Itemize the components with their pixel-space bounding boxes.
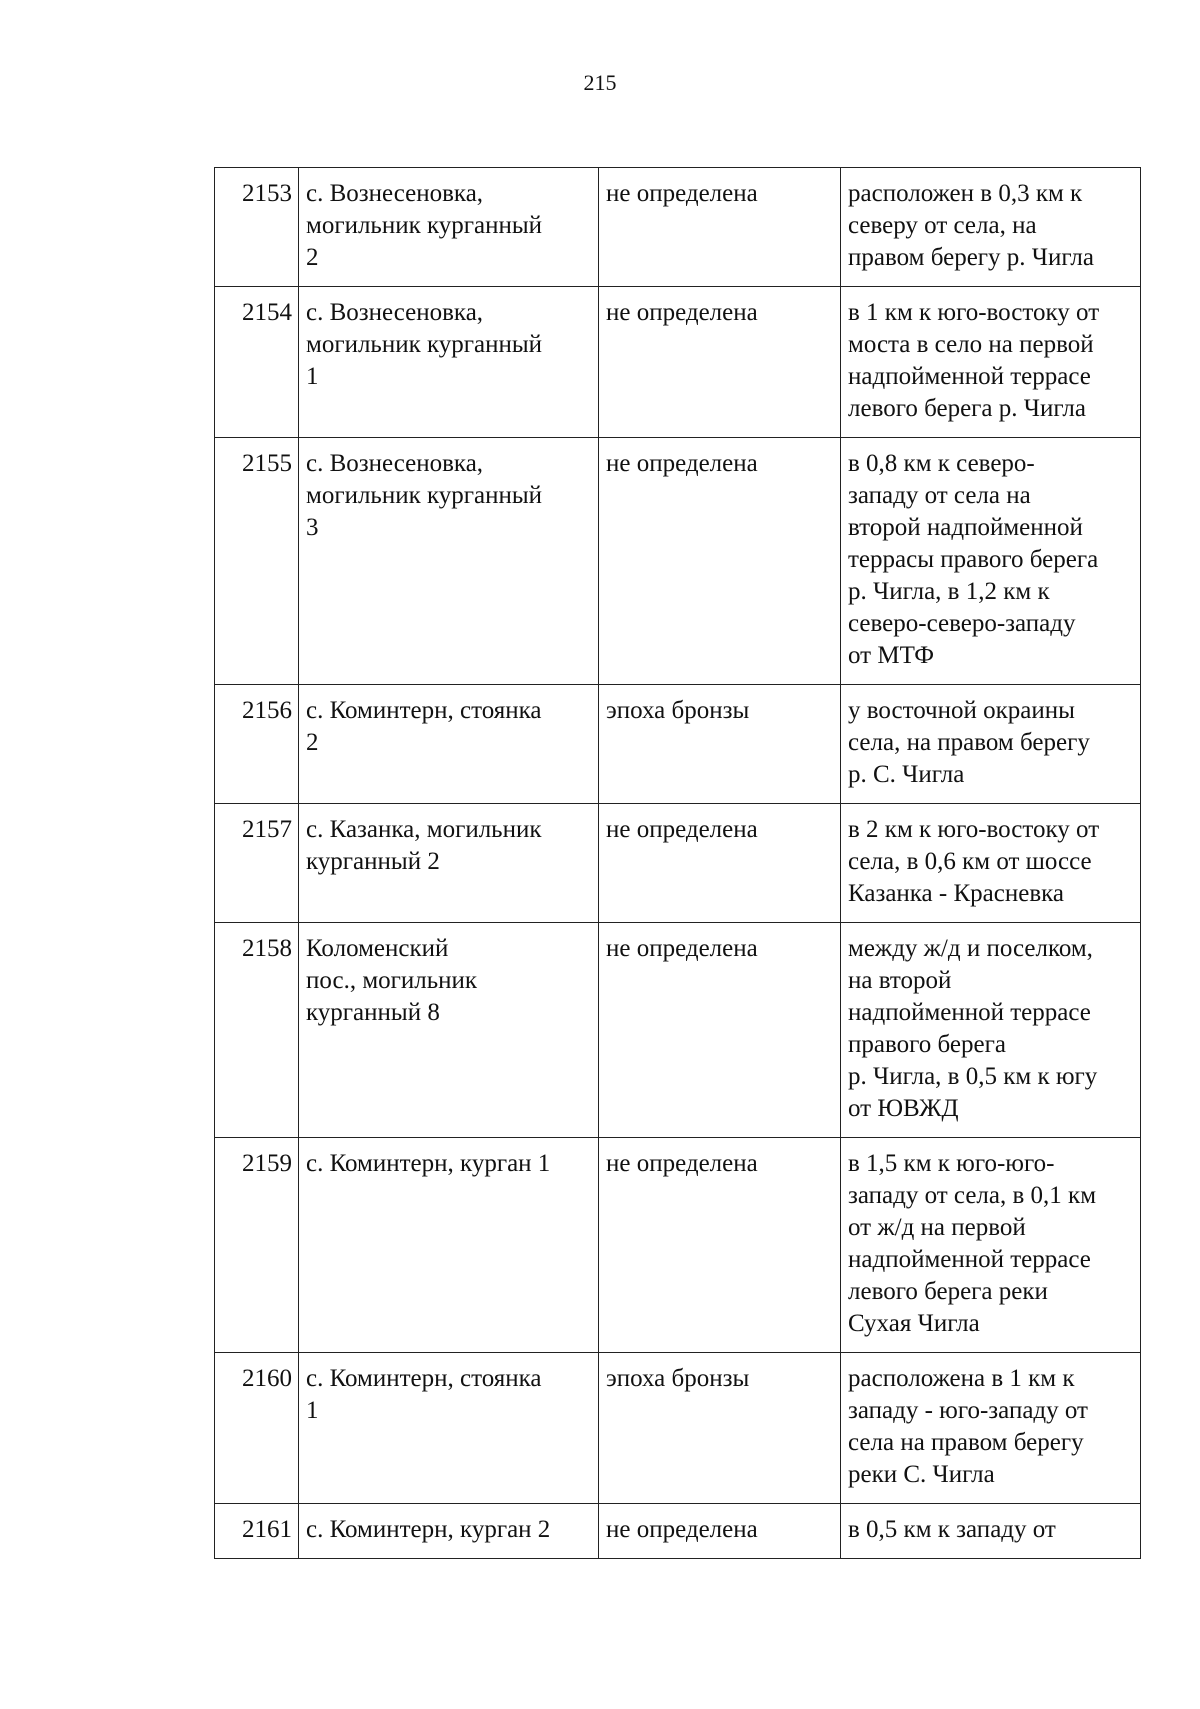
site-location: расположена в 1 км к западу - юго-западу от села на правом берегу реки С. Чигла [841,1353,1141,1504]
site-location: в 1,5 км к юго-юго- западу от села, в 0,1 км от ж/д на первой надпойменной террасе левого берега реки Сухая Чигла [841,1138,1141,1353]
table-body [215,168,1141,1559]
site-dating: не определена [599,804,841,923]
site-dating: эпоха бронзы [599,1353,841,1504]
site-name: с. Коминтерн, стоянка 2 [299,685,599,804]
site-name: с. Коминтерн, стоянка 1 [299,1353,599,1504]
row-number: 2154 [215,287,299,438]
site-dating: не определена [599,287,841,438]
table-row [215,168,1141,287]
site-dating: не определена [599,1138,841,1353]
table-row [215,438,1141,685]
site-location: в 2 км к юго-востоку от села, в 0,6 км от шоссе Казанка - Красневка [841,804,1141,923]
table-row [215,923,1141,1138]
row-number: 2159 [215,1138,299,1353]
row-number: 2161 [215,1504,299,1559]
site-location: расположен в 0,3 км к северу от села, на правом берегу р. Чигла [841,168,1141,287]
row-number: 2158 [215,923,299,1138]
table-row [215,1504,1141,1559]
site-location: в 0,8 км к северо- западу от села на второй надпойменной террасы правого берега р. Чигла, в 1,2 км к северо-северо-западу от МТФ [841,438,1141,685]
site-dating: эпоха бронзы [599,685,841,804]
site-location: в 1 км к юго-востоку от моста в село на первой надпойменной террасе левого берега р. Чигла [841,287,1141,438]
site-location: между ж/д и поселком, на второй надпойменной террасе правого берега р. Чигла, в 0,5 км к югу от ЮВЖД [841,923,1141,1138]
table-row [215,1353,1141,1504]
site-name: с. Казанка, могильник курганный 2 [299,804,599,923]
site-name: с. Коминтерн, курган 1 [299,1138,599,1353]
row-number: 2156 [215,685,299,804]
table-row [215,1138,1141,1353]
page-number: 215 [583,70,617,95]
table-row [215,685,1141,804]
site-location: у восточной окраины села, на правом берегу р. С. Чигла [841,685,1141,804]
row-number: 2153 [215,168,299,287]
site-location: в 0,5 км к западу от [841,1504,1141,1559]
row-number: 2160 [215,1353,299,1504]
site-dating: не определена [599,168,841,287]
site-name: Коломенский пос., могильник курганный 8 [299,923,599,1138]
site-name: с. Вознесеновка, могильник курганный 1 [299,287,599,438]
table-row [215,804,1141,923]
table-row [215,287,1141,438]
site-name: с. Вознесеновка, могильник курганный 2 [299,168,599,287]
site-dating: не определена [599,438,841,685]
row-number: 2155 [215,438,299,685]
site-dating: не определена [599,1504,841,1559]
site-dating: не определена [599,923,841,1138]
site-name: с. Вознесеновка, могильник курганный 3 [299,438,599,685]
site-name: с. Коминтерн, курган 2 [299,1504,599,1559]
heritage-sites-table [214,167,1141,1559]
row-number: 2157 [215,804,299,923]
